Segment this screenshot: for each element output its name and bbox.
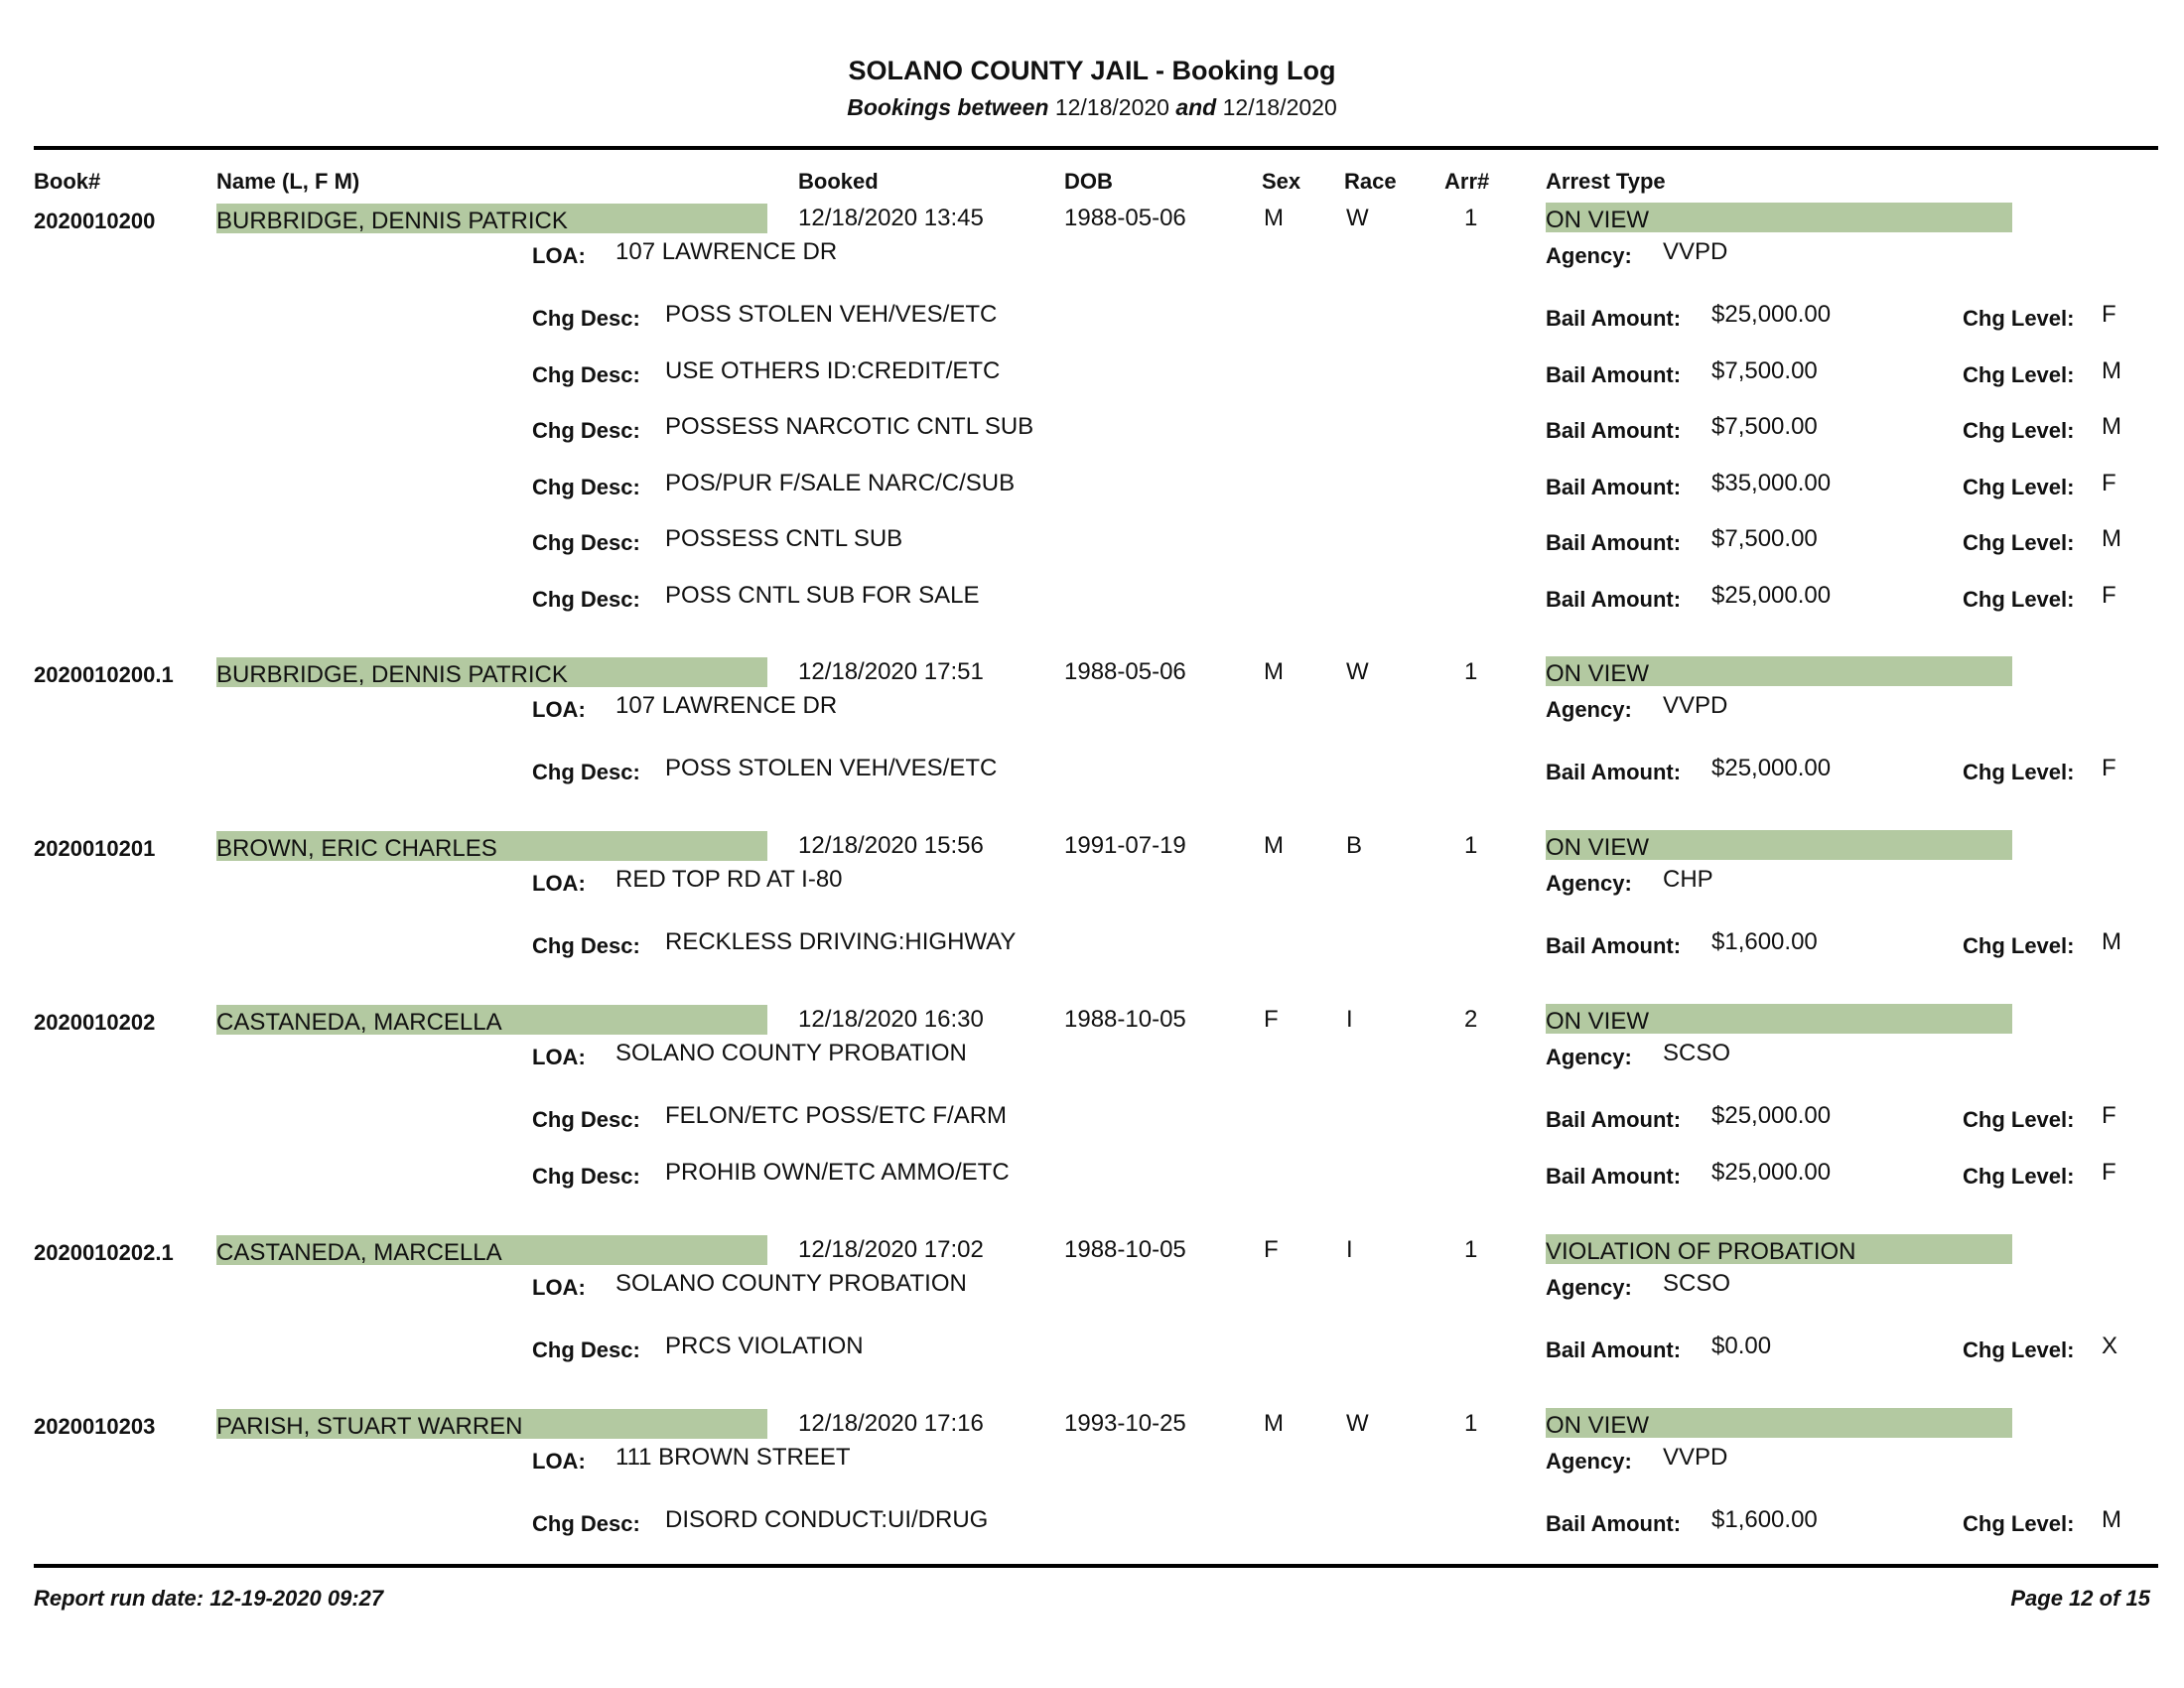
header-rule [34,146,2158,150]
bail-amount-label: Bail Amount: [1546,475,1682,499]
charge-level: M [2102,357,2121,384]
footer-rule [34,1564,2158,1568]
charge-level: M [2102,413,2121,440]
chg-desc-label: Chg Desc: [532,530,640,555]
report-subtitle [0,94,2184,121]
book-number: 2020010203 [34,1414,156,1439]
charge-level: F [2102,755,2116,781]
charge-level: M [2102,1506,2121,1533]
charge-level: F [2102,470,2116,496]
dob: 1988-05-06 [1064,205,1186,231]
loa-label: LOA: [532,871,586,896]
arrest-number: 2 [1464,1006,1478,1033]
chg-desc-label: Chg Desc: [532,306,640,331]
chg-level-label: Chg Level: [1963,1337,2075,1362]
bail-amount: $7,500.00 [1711,357,1818,384]
chg-desc-label: Chg Desc: [532,587,640,612]
inmate-name: BROWN, ERIC CHARLES [216,835,497,862]
agency-label: Agency: [1546,871,1632,896]
charge-description: PROHIB OWN/ETC AMMO/ETC [665,1159,1010,1186]
charge-description: POSS STOLEN VEH/VES/ETC [665,301,998,328]
chg-level-label: Chg Level: [1963,1164,2075,1189]
inmate-name: BURBRIDGE, DENNIS PATRICK [216,208,568,234]
arrest-type: ON VIEW [1546,834,1650,861]
col-sex: Sex [1262,169,1301,194]
bail-amount-label: Bail Amount: [1546,587,1682,612]
loa-label: LOA: [532,697,586,722]
book-number: 2020010202.1 [34,1240,174,1265]
charge-description: FELON/ETC POSS/ETC F/ARM [665,1102,1008,1129]
bail-amount-label: Bail Amount: [1546,760,1682,784]
agency-value: SCSO [1663,1040,1731,1066]
bail-amount-label: Bail Amount: [1546,362,1682,387]
sex: M [1264,1410,1284,1437]
booked-datetime: 12/18/2020 13:45 [798,205,984,231]
subtitle-and: and [1175,94,1217,120]
charge-level: X [2102,1333,2118,1359]
arrest-type-highlight [1546,656,2012,686]
bail-amount: $25,000.00 [1711,301,1832,328]
inmate-name: CASTANEDA, MARCELLA [216,1239,502,1266]
bail-amount-label: Bail Amount: [1546,1511,1682,1536]
chg-level-label: Chg Level: [1963,933,2075,958]
name-highlight [216,1409,767,1439]
book-number: 2020010200.1 [34,662,174,687]
end-date: 12/18/2020 [1222,94,1337,120]
bail-amount-label: Bail Amount: [1546,1107,1682,1132]
chg-level-label: Chg Level: [1963,760,2075,784]
page-number: Page 12 of 15 [2010,1586,2150,1611]
name-highlight [216,1235,767,1265]
chg-desc-label: Chg Desc: [532,418,640,443]
agency-label: Agency: [1546,243,1632,268]
chg-desc-label: Chg Desc: [532,1164,640,1189]
chg-desc-label: Chg Desc: [532,362,640,387]
bail-amount: $25,000.00 [1711,1102,1832,1129]
bail-amount: $1,600.00 [1711,1506,1818,1533]
charge-level: F [2102,1102,2116,1129]
arrest-type: VIOLATION OF PROBATION [1546,1238,1856,1265]
loa-value: SOLANO COUNTY PROBATION [615,1270,967,1297]
arrest-type: ON VIEW [1546,1008,1650,1035]
loa-value: RED TOP RD AT I-80 [615,866,843,893]
name-highlight [216,657,767,687]
bail-amount-label: Bail Amount: [1546,418,1682,443]
arrest-type-highlight [1546,1004,2012,1034]
race: I [1346,1006,1353,1033]
inmate-name: PARISH, STUART WARREN [216,1413,523,1440]
sex: M [1264,832,1284,859]
chg-desc-label: Chg Desc: [532,1337,640,1362]
report-title: SOLANO COUNTY JAIL - Booking Log [848,56,1336,85]
bail-amount-label: Bail Amount: [1546,306,1682,331]
inmate-name: BURBRIDGE, DENNIS PATRICK [216,661,568,688]
bail-amount-label: Bail Amount: [1546,1337,1682,1362]
agency-value: SCSO [1663,1270,1731,1297]
arrest-number: 1 [1464,1236,1478,1263]
booked-datetime: 12/18/2020 17:16 [798,1410,984,1437]
bail-amount: $7,500.00 [1711,413,1818,440]
race: W [1346,658,1369,685]
col-name: Name (L, F M) [216,169,360,194]
col-race: Race [1344,169,1397,194]
bail-amount: $35,000.00 [1711,470,1832,496]
booked-datetime: 12/18/2020 17:02 [798,1236,984,1263]
name-highlight [216,1005,767,1035]
bail-amount: $1,600.00 [1711,928,1818,955]
arrest-type: ON VIEW [1546,660,1650,687]
arrest-type-highlight [1546,203,2012,232]
sex: F [1264,1006,1279,1033]
agency-value: VVPD [1663,1444,1728,1471]
sex: F [1264,1236,1279,1263]
agency-label: Agency: [1546,1449,1632,1474]
name-highlight [216,831,767,861]
charge-description: PRCS VIOLATION [665,1333,864,1359]
arrest-number: 1 [1464,205,1478,231]
agency-label: Agency: [1546,697,1632,722]
arrest-number: 1 [1464,658,1478,685]
dob: 1993-10-25 [1064,1410,1186,1437]
booked-datetime: 12/18/2020 17:51 [798,658,984,685]
charge-description: POSSESS CNTL SUB [665,525,903,552]
col-booked: Booked [798,169,879,194]
dob: 1988-05-06 [1064,658,1186,685]
chg-desc-label: Chg Desc: [532,475,640,499]
chg-level-label: Chg Level: [1963,306,2075,331]
sex: M [1264,658,1284,685]
dob: 1988-10-05 [1064,1006,1186,1033]
agency-label: Agency: [1546,1045,1632,1069]
bail-amount-label: Bail Amount: [1546,530,1682,555]
bail-amount: $25,000.00 [1711,1159,1832,1186]
inmate-name: CASTANEDA, MARCELLA [216,1009,502,1036]
chg-desc-label: Chg Desc: [532,1107,640,1132]
agency-label: Agency: [1546,1275,1632,1300]
loa-value: 107 LAWRENCE DR [615,238,838,265]
charge-description: RECKLESS DRIVING:HIGHWAY [665,928,1017,955]
bail-amount: $7,500.00 [1711,525,1818,552]
agency-value: CHP [1663,866,1713,893]
charge-level: M [2102,525,2121,552]
charge-description: POS/PUR F/SALE NARC/C/SUB [665,470,1016,496]
bail-amount: $25,000.00 [1711,755,1832,781]
race: W [1346,1410,1369,1437]
loa-label: LOA: [532,243,586,268]
loa-label: LOA: [532,1045,586,1069]
arrest-type: ON VIEW [1546,207,1650,233]
sex: M [1264,205,1284,231]
book-number: 2020010202 [34,1010,156,1035]
chg-level-label: Chg Level: [1963,362,2075,387]
loa-value: SOLANO COUNTY PROBATION [615,1040,967,1066]
bail-amount: $0.00 [1711,1333,1772,1359]
race: I [1346,1236,1353,1263]
charge-level: F [2102,301,2116,328]
charge-level: M [2102,928,2121,955]
charge-description: POSSESS NARCOTIC CNTL SUB [665,413,1034,440]
agency-value: VVPD [1663,692,1728,719]
loa-value: 107 LAWRENCE DR [615,692,838,719]
booked-datetime: 12/18/2020 16:30 [798,1006,984,1033]
chg-level-label: Chg Level: [1963,587,2075,612]
book-number: 2020010201 [34,836,156,861]
agency-value: VVPD [1663,238,1728,265]
col-arr: Arr# [1444,169,1490,194]
arrest-type-highlight [1546,1234,2012,1264]
name-highlight [216,204,767,233]
race: W [1346,205,1369,231]
chg-desc-label: Chg Desc: [532,760,640,784]
loa-label: LOA: [532,1275,586,1300]
loa-value: 111 BROWN STREET [615,1444,851,1471]
dob: 1991-07-19 [1064,832,1186,859]
charge-level: F [2102,582,2116,609]
race: B [1346,832,1363,859]
col-arrest-type: Arrest Type [1546,169,1666,194]
arrest-number: 1 [1464,832,1478,859]
col-dob: DOB [1064,169,1113,194]
bail-amount-label: Bail Amount: [1546,1164,1682,1189]
charge-description: POSS STOLEN VEH/VES/ETC [665,755,998,781]
bail-amount-label: Bail Amount: [1546,933,1682,958]
arrest-type-highlight [1546,830,2012,860]
subtitle-prefix: Bookings between [847,94,1049,120]
book-number: 2020010200 [34,209,156,233]
chg-level-label: Chg Level: [1963,1107,2075,1132]
chg-level-label: Chg Level: [1963,418,2075,443]
charge-level: F [2102,1159,2116,1186]
chg-desc-label: Chg Desc: [532,933,640,958]
charge-description: USE OTHERS ID:CREDIT/ETC [665,357,1001,384]
chg-level-label: Chg Level: [1963,530,2075,555]
arrest-number: 1 [1464,1410,1478,1437]
start-date: 12/18/2020 [1054,94,1169,120]
chg-level-label: Chg Level: [1963,1511,2075,1536]
arrest-type-highlight [1546,1408,2012,1438]
dob: 1988-10-05 [1064,1236,1186,1263]
arrest-type: ON VIEW [1546,1412,1650,1439]
charge-description: POSS CNTL SUB FOR SALE [665,582,980,609]
chg-level-label: Chg Level: [1963,475,2075,499]
loa-label: LOA: [532,1449,586,1474]
charge-description: DISORD CONDUCT:UI/DRUG [665,1506,989,1533]
booked-datetime: 12/18/2020 15:56 [798,832,984,859]
bail-amount: $25,000.00 [1711,582,1832,609]
chg-desc-label: Chg Desc: [532,1511,640,1536]
col-book: Book# [34,169,101,194]
report-run-date: Report run date: 12-19-2020 09:27 [34,1586,384,1611]
